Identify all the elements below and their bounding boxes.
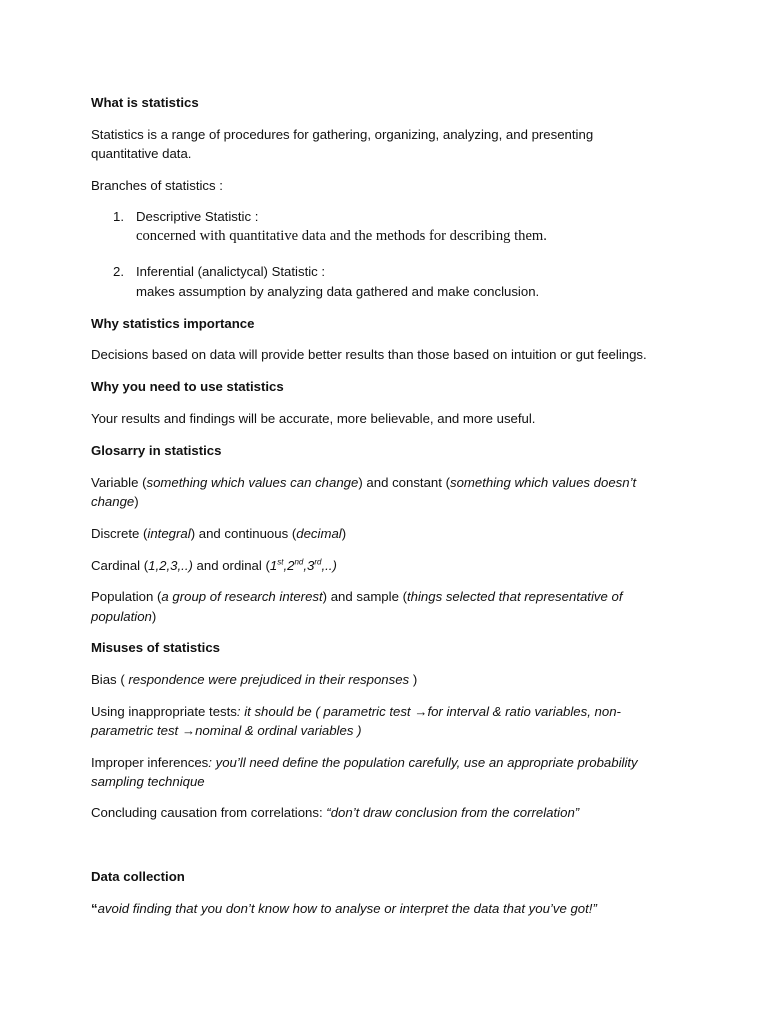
right-arrow-icon: →: [414, 704, 428, 719]
branch-2-description: makes assumption by analyzing data gathered and make conclusion.: [136, 284, 540, 299]
branch-1-number: 1.: [113, 209, 124, 224]
misuse-tests-line-1: Using inappropriate tests: it should be ( parametric test →for interval & ratio variables, non-: [91, 704, 621, 719]
glossary-population-line-2: population): [91, 609, 157, 624]
data-collection-quote: “avoid finding that you don’t know how to analyse or interpret the data that you’ve got!”: [91, 901, 597, 916]
branch-2-number: 2.: [113, 264, 124, 279]
definition-line-2: quantitative data.: [91, 146, 192, 161]
need-text: Your results and findings will be accurate, more believable, and more useful.: [91, 411, 536, 426]
right-arrow-icon: →: [181, 723, 196, 738]
heading-why-need: Why you need to use statistics: [91, 379, 284, 394]
glossary-cardinal: Cardinal (1,2,3,..) and ordinal (1st,2nd,3rd,..): [91, 557, 337, 573]
glossary-discrete: Discrete (integral) and continuous (decimal): [91, 526, 347, 541]
definition-line-1: Statistics is a range of procedures for gathering, organizing, analyzing, and presenting: [91, 127, 594, 142]
importance-text: Decisions based on data will provide better results than those based on intuition or gut feelings.: [91, 347, 647, 362]
heading-glossary: Glosarry in statistics: [91, 443, 222, 458]
misuse-inferences-line-1: Improper inferences: you’ll need define the population carefully, use an appropriate probability: [91, 755, 638, 770]
glossary-variable-line-1: Variable (something which values can change) and constant (something which values doesn’t: [91, 475, 637, 490]
heading-why-importance: Why statistics importance: [91, 316, 255, 331]
glossary-variable-line-2: change): [91, 494, 139, 509]
branches-label: Branches of statistics :: [91, 178, 223, 193]
heading-what-is-statistics: What is statistics: [91, 95, 199, 110]
branch-2-title: Inferential (analictycal) Statistic :: [136, 264, 326, 279]
heading-data-collection: Data collection: [91, 869, 185, 884]
branch-1-title: Descriptive Statistic :: [136, 209, 259, 224]
heading-misuses: Misuses of statistics: [91, 640, 220, 655]
misuse-causation: Concluding causation from correlations: “don’t draw conclusion from the correlation”: [91, 805, 580, 820]
misuse-bias: Bias ( respondence were prejudiced in their responses ): [91, 672, 418, 687]
branch-1-description: concerned with quantitative data and the methods for describing them.: [136, 228, 547, 244]
misuse-tests-line-2: parametric test →nominal & ordinal variables ): [91, 723, 362, 738]
misuse-inferences-line-2: sampling technique: [91, 774, 205, 789]
glossary-population-line-1: Population (a group of research interest) and sample (things selected that representative of: [91, 589, 623, 604]
